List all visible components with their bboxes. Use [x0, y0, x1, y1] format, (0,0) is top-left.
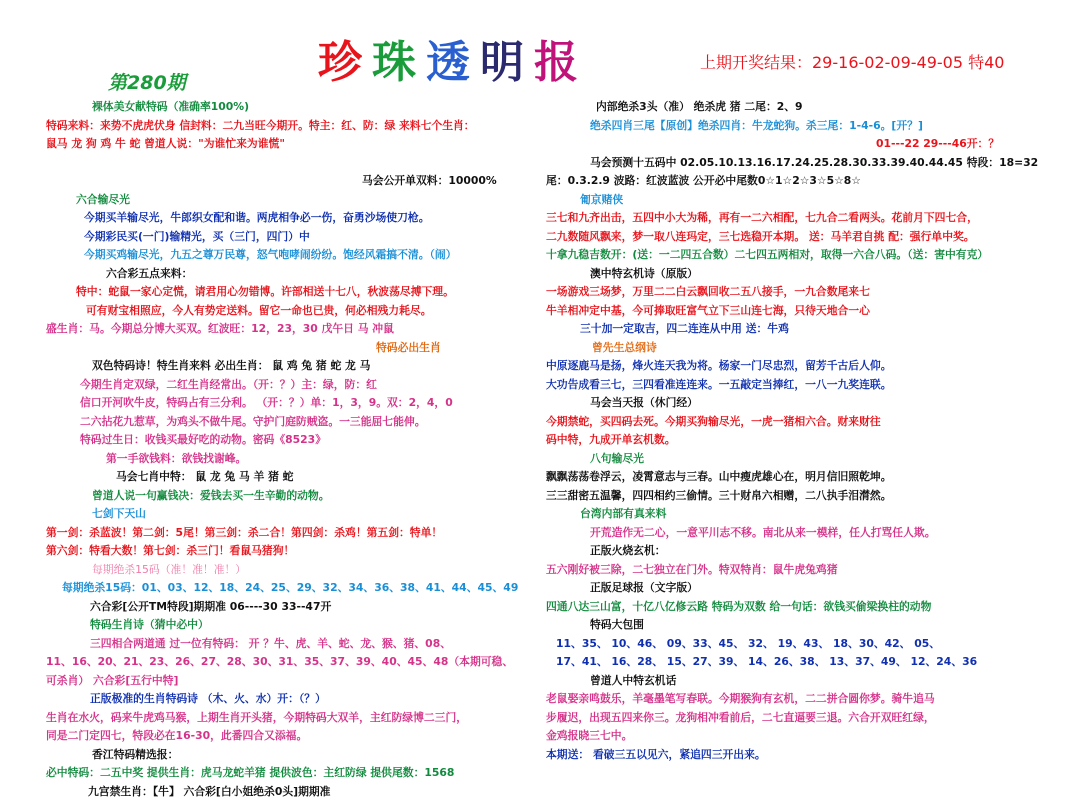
- right-text-line: 飘飘荡荡卷浮云，凌霄意志与三春。山中瘦虎雄心在，明月信旧照乾坤。: [546, 468, 1046, 487]
- left-text-line: 特码必出生肖: [46, 339, 536, 358]
- left-text-line: 可有财宝相照应，今人有势定送料。留它一命也已贵，何必相残力耗尽。: [46, 302, 536, 321]
- right-text-line: 步履迟，出现五四来你三。龙狗相冲看前后，二七直逼要三退。六合开双旺红绿，: [546, 709, 1046, 728]
- left-text-line: 必中特码：二五中奖 提供生肖：虎马龙蛇羊猪 提供波色：主红防绿 提供尾数：1568: [46, 764, 536, 783]
- left-text-line: 六合彩五点来料：: [46, 265, 536, 284]
- right-text-line: 大功告成看三七，三四看准连连来。一五敲定当捧红，一八一九奖连联。: [546, 376, 1046, 395]
- left-text-line: 裸体美女献特码（准确率100%): [46, 98, 536, 117]
- left-text-line: 今期买鸡输尽光，九五之尊万民尊，怒气咆哮闹纷纷。饱经风霜搞不清。（闹）: [46, 246, 536, 265]
- right-text-line: 二九数随风飘来，梦一取八连玛定，三七选稳开本期。 送：马羊君自挑 配：强行单中奖。: [546, 228, 1046, 247]
- right-text-line: 一场游戏三场梦，万里二二白云飘回收二五八接手，一九合数尾来七: [546, 283, 1046, 302]
- left-text-line: 六合彩[公开TM特段]期期准 06----30 33--47开: [46, 598, 536, 617]
- right-text-line: 老鼠娶亲鸣鼓乐，羊毫墨笔写春联。今期猴狗有玄机，二二拼合圆你梦。骑牛追马: [546, 690, 1046, 709]
- right-text-line: 三三甜密五温馨，四四相约三偷情。三十财帛六相赠，二八执手泪潸然。: [546, 487, 1046, 506]
- right-text-line: 牛羊相冲定中基，今可捧取旺富气立下三山连七海，只待天地合一心: [546, 302, 1046, 321]
- right-text-line: 马会预测十五码中 02.05.10.13.16.17.24.25.28.30.33.39.40.44.45 特段：18=32: [546, 154, 1046, 173]
- title-char: 珍: [318, 26, 372, 90]
- left-text-line: 曾道人说一句赢钱决：爱钱去买一生辛勤的动物。: [46, 487, 536, 506]
- left-text-line: 特码生肖诗（猜中必中）: [46, 616, 536, 635]
- right-text-line: 三十加一定取吉，四二连连从中用 送：牛鸡: [546, 320, 1046, 339]
- right-text-line: 特码大包围: [546, 616, 1046, 635]
- title-char: 透: [426, 26, 480, 90]
- left-text-line: 鼠马 龙 狗 鸡 牛 蛇 曾道人说："为谁忙来为谁慌": [46, 135, 536, 154]
- left-text-line: 第六剑：特看大数！第七剑：杀三门！看鼠马猪狗！: [46, 542, 536, 561]
- left-text-line: 特中：蛇鼠一家心定慌，请君用心勿错博。许部相送十七八，秋波荡尽搏下理。: [46, 283, 536, 302]
- left-text-line: 特码来料：来势不虎虎伏身 信封料：二九当旺今期开。特主：红、防：绿 来料七个生肖：: [46, 117, 536, 136]
- right-text-line: 01---22 29---46开：？: [546, 135, 1046, 154]
- right-text-line: 正版足球报（文字版）: [546, 579, 1046, 598]
- last-draw-result: 上期开奖结果：29-16-02-09-49-05 特40: [700, 50, 1004, 73]
- left-text-line: 每期绝杀15码：01、03、12、18、24、25、29、32、34、36、38、41、44、45、49: [46, 579, 536, 598]
- right-text-line: 十拿九稳吉数开：(送：一二四五合数）二七四五两相对，取得一六合八码。（送：害中有克）: [546, 246, 1046, 265]
- right-text-line: 台湾内部有真来料: [546, 505, 1046, 524]
- right-text-line: 11、35、 10、46、 09、33、45、 32、 19、43、 18、30、42、 05、: [546, 635, 1046, 654]
- title-char: 珠: [372, 26, 426, 90]
- right-text-line: 17、41、 16、28、 15、27、39、 14、26、38、 13、37、49、 12、24、36: [546, 653, 1046, 672]
- left-text-line: 九宫禁生肖：【牛】 六合彩[白小姐绝杀0头]期期准: [46, 783, 536, 801]
- right-text-line: 八句输尽光: [546, 450, 1046, 469]
- left-text-line: 信口开河吹牛皮，特码占有三分利。 （开：？）单：1，3，9。双：2，4，0: [46, 394, 536, 413]
- right-text-line: 曾先生总纲诗: [546, 339, 1046, 358]
- right-text-line: 开荒造作无二心，一意平川志不移。南北从来一模样，任人打骂任人欺。: [546, 524, 1046, 543]
- left-text-line: 三四相合两道通 过一位有特码： 开 ？牛、虎、羊、蛇、龙、猴、猪、08、: [46, 635, 536, 654]
- right-text-line: 码中特，九成开单玄机数。: [546, 431, 1046, 450]
- left-text-line: 同是二门定四七，特段必在16-30，此番四合又添福。: [46, 727, 536, 746]
- right-text-line: 内部绝杀3头（准） 绝杀虎 猪 二尾：2、9: [546, 98, 1046, 117]
- right-text-line: 今期禁蛇，买四码去死。今期买狗输尽光，一虎一猪相六合。财来财往: [546, 413, 1046, 432]
- right-text-line: 三七和九齐出击，五四中小大为稀，再有一二六相配，七九合二看两头。花前月下四七合，: [546, 209, 1046, 228]
- left-text-line: 可杀肖） 六合彩[五行中特]: [46, 672, 536, 691]
- page-title: [318, 30, 588, 90]
- right-text-line: 尾：0.3.2.9 波路：红波蓝波 公开必中尾数0☆1☆2☆3☆5☆8☆: [546, 172, 1046, 191]
- left-text-line: 香江特码精选报：: [46, 746, 536, 765]
- left-text-line: 生肖在水火，码来牛虎鸡马猴，上期生肖开头猪，今期特码大双羊，主红防绿博二三门，: [46, 709, 536, 728]
- left-text-line: 第一剑：杀蓝波！第二剑：5尾！第三剑：杀二合！第四剑：杀鸡！第五剑：特单！: [46, 524, 536, 543]
- left-text-line: 11、16、20、21、23、26、27、28、30、31、35、37、39、40、45、48（本期可稳、: [46, 653, 536, 672]
- right-text-line: 本期送： 看破三五以见六，紧追四三开出来。: [546, 746, 1046, 765]
- left-text-line: 正版极准的生肖特码诗 （木、火、水）开：（？）: [46, 690, 536, 709]
- right-text-line: 澳中特玄机诗（原版）: [546, 265, 1046, 284]
- right-text-line: 曾道人中特玄机话: [546, 672, 1046, 691]
- right-text-line: 匍京赌侠: [546, 191, 1046, 210]
- left-column: [46, 98, 536, 801]
- left-text-line: 第一手欲钱料：欲钱找谢峰。: [46, 450, 536, 469]
- left-text-line: 马会公开单双料：10000%: [46, 172, 536, 191]
- left-text-line: 二六拈花九惹草，为鸡头不做牛尾。守护门庭防贼盗。一三能屈七能伸。: [46, 413, 536, 432]
- title-char: 报: [534, 26, 588, 90]
- right-text-line: 马会当天报（休门经）: [546, 394, 1046, 413]
- left-text-line: 双色特码诗！特生肖来料 必出生肖： 鼠 鸡 兔 猪 蛇 龙 马: [46, 357, 536, 376]
- left-text-line: 六合输尽光: [46, 191, 536, 210]
- left-text-line: 每期绝杀15码（准！准！准！）: [46, 561, 536, 580]
- left-text-line: 马会七肖中特： 鼠 龙 兔 马 羊 猪 蛇: [46, 468, 536, 487]
- left-text-line: 七剑下天山: [46, 505, 536, 524]
- right-text-line: 金鸡报晓三七中。: [546, 727, 1046, 746]
- left-text-line: 盛生肖：马。今期总分博大买双。红波旺：12，23，30 戊午日 马 冲鼠: [46, 320, 536, 339]
- right-text-line: 中原逐鹿马是扬，烽火连天我为将。杨家一门尽忠烈，留芳千古后人仰。: [546, 357, 1046, 376]
- left-text-line: 今期买羊输尽光，牛郎织女配和谐。两虎相争必一伤，奋勇沙场使刀枪。: [46, 209, 536, 228]
- right-text-line: 五六刚好被三除，二七独立在门外。特双特肖：鼠牛虎兔鸡猪: [546, 561, 1046, 580]
- left-text-line: 特码过生日：收钱买最好吃的动物。密码《8523》: [46, 431, 536, 450]
- left-text-line: 今期生肖定双绿，二红生肖经常出。（开：？）主：绿，防：红: [46, 376, 536, 395]
- title-char: 明: [480, 26, 534, 90]
- right-text-line: 绝杀四肖三尾【原创】绝杀四肖：牛龙蛇狗。杀三尾：1-4-6。[开？]: [546, 117, 1046, 136]
- right-text-line: 正版火烧玄机：: [546, 542, 1046, 561]
- right-column: [546, 98, 1046, 764]
- issue-number: 第280期: [108, 68, 186, 95]
- right-text-line: 四通八达三山富，十亿八亿修云路 特码为双数 给一句话：欲钱买偷梁换柱的动物: [546, 598, 1046, 617]
- left-text-line: [46, 154, 536, 173]
- left-text-line: 今期彩民买(一门)输精光，买（三门，四门）中: [46, 228, 536, 247]
